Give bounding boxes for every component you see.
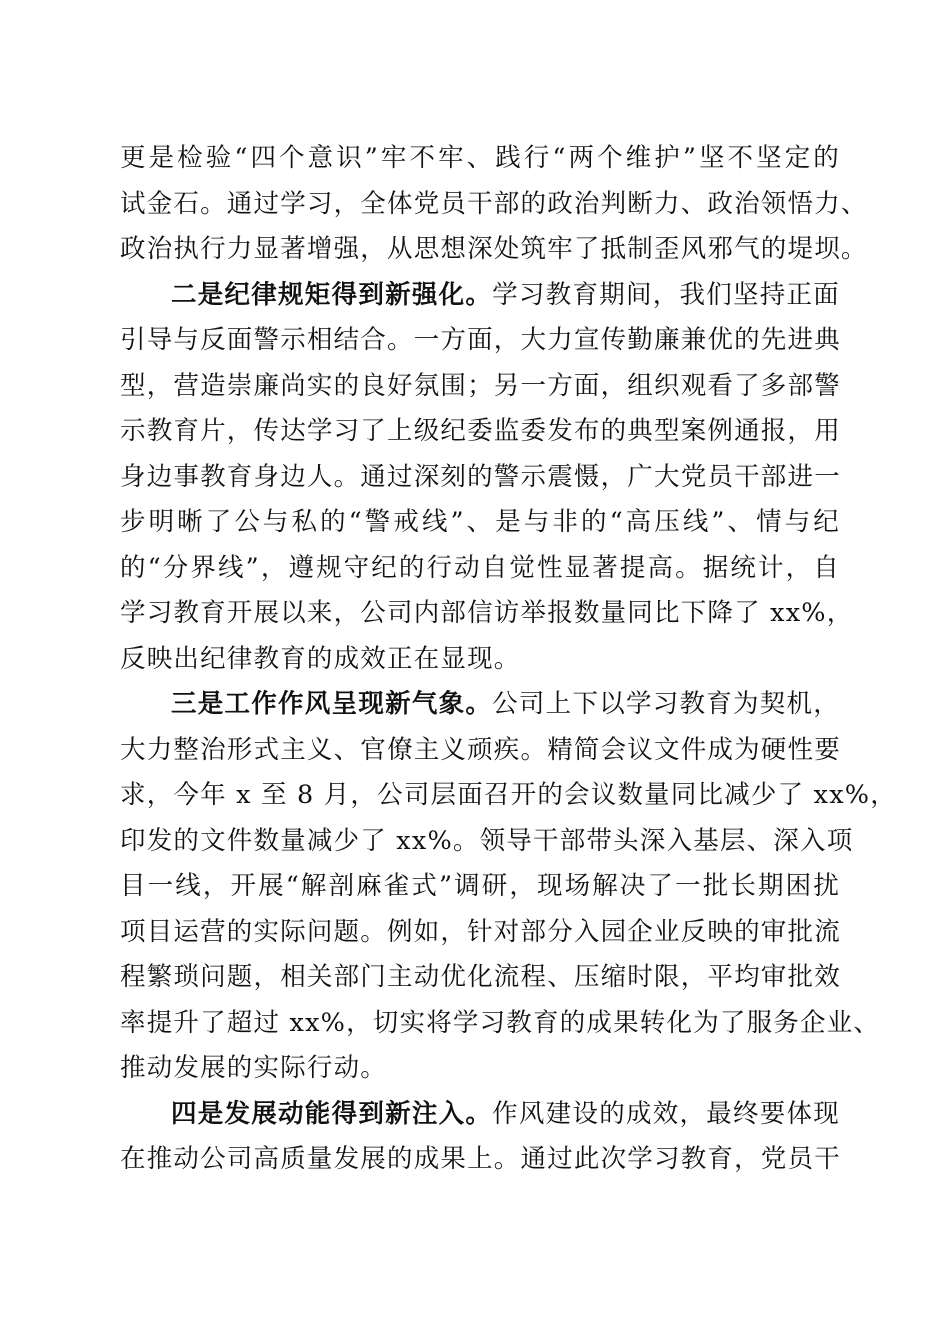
paragraph-lead-heading: 三是工作作风呈现新气象。 [171,689,493,719]
text-line-first [120,682,840,728]
text-line: 反映出纪律教育的成效正在显现。 [120,643,521,674]
paragraph-development [120,1092,840,1183]
text-line: 在推动公司高质量发展的成果上。通过此次学习教育，党员干 [120,1144,841,1174]
text-line: 试金石。通过学习，全体党员干部的政治判断力、政治领悟力、 [120,188,868,219]
paragraph-lead-heading: 二是纪律规矩得到新强化。 [171,279,493,310]
paragraph-lead-heading: 四是发展动能得到新注入。 [171,1098,493,1129]
text-line: 身边事教育身边人。通过深刻的警示震慑，广大党员干部进一 [120,461,841,492]
text-line: 目一线，开展“解剖麻雀式”调研，现场解决了一批长期困扰 [120,871,840,901]
paragraph-work-style [120,682,897,1092]
text-line: 型，营造崇廉尚实的良好氛围；另一方面，组织观看了多部警 [120,370,841,401]
text-line: 步明晰了公与私的“警戒线”、是与非的“高压线”、情与纪 [120,507,840,537]
text-line: 程繁琐问题，相关部门主动优化流程、压缩时限，平均审批效 [120,962,841,992]
text-line: 印发的文件数量减少了 xx%。领导干部带头深入基层、深入项 [120,825,854,856]
text-line: 更是检验“四个意识”牢不牢、践行“两个维护”坚不坚定的 [120,143,840,173]
text-line: 示教育片，传达学习了上级纪委监委发布的典型案例通报，用 [120,416,841,446]
text-fragment: 学习教育期间，我们坚持正面 [492,279,840,310]
text-line: 推动发展的实际行动。 [120,1053,388,1083]
text-line: 大力整治形式主义、官僚主义顽疾。精简会议文件成为硬性要 [120,734,841,765]
paragraph-discipline [120,273,854,683]
paragraph-continuation [120,136,868,273]
document-body [120,136,897,1183]
text-line: 项目运营的实际问题。例如，针对部分入园企业反映的审批流 [120,916,841,947]
text-line-first [120,1092,840,1138]
text-line: 的“分界线”，遵规守纪的行动自觉性显著提高。据统计，自 [120,552,840,583]
text-line: 率提升了超过 xx%，切实将学习教育的成果转化为了服务企业、 [120,1007,881,1038]
text-line-first [120,273,840,319]
text-line: 学习教育开展以来，公司内部信访举报数量同比下降了 xx%， [120,598,854,628]
text-line: 引导与反面警示相结合。一方面，大力宣传勤廉兼优的先进典 [120,325,841,355]
text-fragment: 作风建设的成效，最终要体现 [492,1098,840,1129]
text-line: 求，今年 x 至 8 月，公司层面召开的会议数量同比减少了 xx%， [120,780,897,810]
text-line: 政治执行力显著增强，从思想深处筑牢了抵制歪风邪气的堤坝。 [120,234,868,264]
text-fragment: 公司上下以学习教育为契机， [492,689,840,719]
